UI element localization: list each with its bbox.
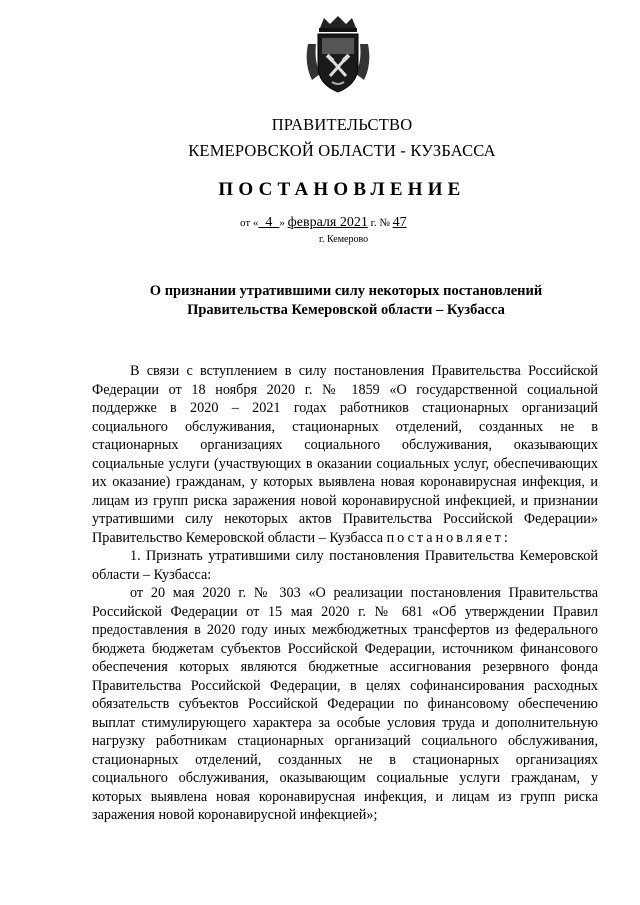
- org-name-line2: КЕМЕРОВСКОЙ ОБЛАСТИ - КУЗБАССА: [188, 141, 496, 160]
- date-month-year: февраля 2021: [287, 215, 368, 230]
- date-mid: »: [279, 217, 285, 229]
- resolution-word: постановляет:: [386, 529, 511, 546]
- number-label: №: [379, 217, 390, 229]
- document-date-line: [240, 215, 460, 231]
- paragraph-preamble: В связи с вступлением в силу постановления Правительства Российской Федерации от 18 ноября 2020 г. № 1859 «О государственной социальной поддержке в 2020 – 2021 годах работников стационарных организаций социального обслуживания, стационарных отделений, созданных не в стационарных организациях социального обслуживания, оказывающих социальные услуги (участвующих в оказании социальных услуг, обеспечивающих их оказание) гражданам, у которых выявлена новая коронавирусная инфекция, и лицам из групп риска заражения новой коронавирусной инфекцией, и признании утратившими силу некоторых актов Правительства Российской Федерации» Правительство Кемеровской области – Кузбасса постановляет:: [92, 363, 598, 546]
- document-title: О признании утратившими силу некоторых постановлений Правительства Кемеровской области – Кузбасса: [149, 283, 543, 318]
- paragraph-clause-1: 1. Признать утратившими силу постановления Правительства Кемеровской области – Кузбасса:: [92, 548, 598, 583]
- paragraph-clause-1-item: от 20 мая 2020 г. № 303 «О реализации постановления Правительства Российской Федерации от 15 мая 2020 г. № 681 «Об утверждении Правил предоставления в 2020 году иных межбюджетных трансфертов из федерального бюджета бюджетам субъектов Российской Федерации, источником финансового обеспечения которых являются бюджетные ассигнования резервного фонда Правительства Российской Федерации, в целях софинансирования расходных обязательств субъектов Российской Федерации по финансовому обеспечению выплат стимулирующего характера за особые условия труда и дополнительную нагрузку работникам стационарных организаций социального обслуживания, стационарных отделений, созданных не в стационарных организациях социального обслуживания, оказывающим социальные услуги гражданам, у которых выявлена новая коронавирусная инфекция, и лицам из групп риска заражения новой коронавирусной инфекцией»;: [92, 585, 598, 823]
- date-day: 4: [265, 215, 273, 230]
- date-year-suffix: г.: [370, 217, 377, 229]
- coat-of-arms-emblem: [302, 14, 374, 96]
- org-name-line1: ПРАВИТЕЛЬСТВО: [271, 115, 413, 134]
- document-city: г. Кемерово: [319, 234, 369, 245]
- document-body: [92, 362, 598, 825]
- document-number: 47: [392, 215, 407, 230]
- date-prefix: от «: [240, 217, 259, 229]
- document-type: ПОСТАНОВЛЕНИЕ: [218, 179, 466, 200]
